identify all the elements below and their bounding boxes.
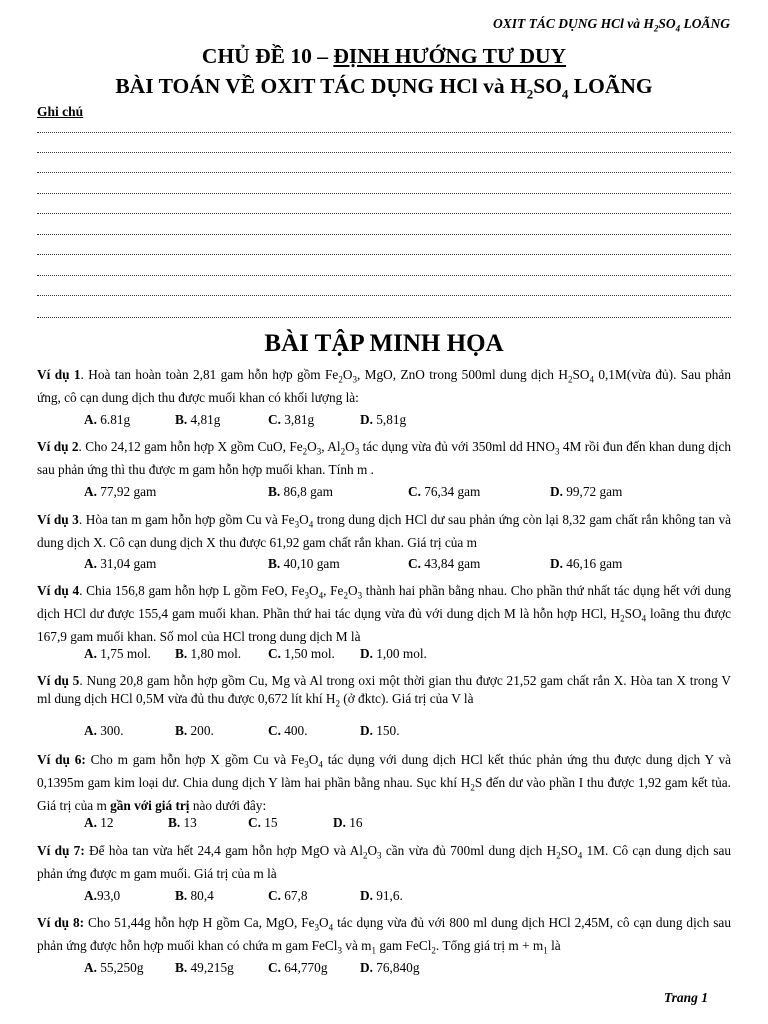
question-8: Ví dụ 8: Cho 51,44g hỗn hợp H gồm Ca, MgO, $Fe_3O_4$ tác dụng vừa đủ với 800 ml dung dịch HCl 2,45M, cô cạn dung dịch sau phản ứng được hỗn hợp muối khan có chứa m gam FeCl$_3$ và $m_1$ gam FeCl$_2$. Tổng giá trị $m + m_1$ là xyxy=(37,915,731,956)
answer-options xyxy=(84,723,744,741)
running-header: OXIT TÁC DỤNG HCl và $H_2SO_4$ LOÃNG xyxy=(492,16,730,34)
answer-options xyxy=(84,484,744,502)
option-a[interactable]: A. 31,04 gam xyxy=(84,556,157,571)
answer-options xyxy=(84,412,744,430)
option-a[interactable]: A. 55,250g xyxy=(84,960,144,975)
note-line xyxy=(37,295,731,296)
answer-options xyxy=(84,815,744,833)
option-b[interactable]: B. 86,8 gam xyxy=(268,484,334,499)
option-c[interactable]: C. 67,8 xyxy=(268,888,308,903)
note-line xyxy=(37,172,731,173)
option-b[interactable]: B. 4,81g xyxy=(175,412,221,427)
note-line xyxy=(37,193,731,194)
option-d[interactable]: D. 5,81g xyxy=(360,412,407,427)
option-c[interactable]: C. 400. xyxy=(268,723,308,738)
answer-options xyxy=(84,646,744,664)
lesson-title: BÀI TOÁN VỀ OXIT TÁC DỤNG HCl và $H_2SO_4$ LOÃNG xyxy=(115,74,653,102)
option-d[interactable]: D. 16 xyxy=(333,815,363,830)
option-a[interactable]: A. 300. xyxy=(84,723,124,738)
option-b[interactable]: B. 13 xyxy=(168,815,197,830)
note-line xyxy=(37,275,731,276)
section-title: BÀI TẬP MINH HỌA xyxy=(264,330,504,357)
option-d[interactable]: D. 46,16 gam xyxy=(550,556,623,571)
option-c[interactable]: C. 43,84 gam xyxy=(408,556,481,571)
page-number: Trang 1 xyxy=(663,990,708,1005)
answer-options xyxy=(84,556,744,574)
option-a[interactable]: A.93,0 xyxy=(84,888,121,903)
answer-options xyxy=(84,888,744,906)
note-line xyxy=(37,234,731,235)
option-d[interactable]: D. 76,840g xyxy=(360,960,420,975)
topic-title: CHỦ ĐỀ 10 – ĐỊNH HƯỚNG TƯ DUY xyxy=(201,44,567,68)
notes-label: Ghi chú xyxy=(37,104,84,119)
option-c[interactable]: C. 64,770g xyxy=(268,960,328,975)
option-a[interactable]: A. 12 xyxy=(84,815,114,830)
option-a[interactable]: A. 1,75 mol. xyxy=(84,646,151,661)
answer-options xyxy=(84,960,744,978)
question-1: Ví dụ 1. Hoà tan hoàn toàn 2,81 gam hỗn hợp gồm $Fe_2O_3$, MgO, ZnO trong 500ml dung dịch $H_2SO_4$ 0,1M(vừa đủ). Sau phản ứng, cô cạn dung dịch thu được muối khan có khối lượng là: xyxy=(37,367,731,406)
option-a[interactable]: A. 77,92 gam xyxy=(84,484,157,499)
option-c[interactable]: C. 15 xyxy=(248,815,278,830)
option-d[interactable]: D. 99,72 gam xyxy=(550,484,623,499)
note-line xyxy=(37,152,731,153)
option-b[interactable]: B. 49,215g xyxy=(175,960,234,975)
question-3: Ví dụ 3. Hòa tan m gam hỗn hợp gồm Cu và $Fe_3O_4$ trong dung dịch HCl dư sau phản ứng còn lại 8,32 gam chất rắn không tan và dung dịch X. Cô cạn dung dịch X thu được 61,92 gam chất rắn khan. Giá trị của m xyxy=(37,512,731,551)
option-b[interactable]: B. 200. xyxy=(175,723,214,738)
question-7: Ví dụ 7: Để hòa tan vừa hết 24,4 gam hỗn hợp MgO và $Al_2O_3$ cần vừa đủ 700ml dung dịch $H_2SO_4$ 1M. Cô cạn dung dịch sau phản ứng được m gam muối. Giá trị của m là xyxy=(37,843,731,882)
question-2: Ví dụ 2. Cho 24,12 gam hỗn hợp X gồm CuO, $Fe_2O_3$, $Al_2O_3$ tác dụng vừa đủ với 350ml dd $HNO_3$ 4M rồi đun đến khan dung dịch sau phản ứng thì thu được m gam hỗn hợp muối khan. Tính m . xyxy=(37,439,731,478)
note-line xyxy=(37,213,731,214)
note-line xyxy=(37,254,731,255)
option-d[interactable]: D. 1,00 mol. xyxy=(360,646,427,661)
option-c[interactable]: C. 76,34 gam xyxy=(408,484,481,499)
option-b[interactable]: B. 1,80 mol. xyxy=(175,646,242,661)
question-6: Ví dụ 6: Cho m gam hỗn hợp X gồm Cu và $Fe_3O_4$ tác dụng với dung dịch HCl kết thúc phản ứng thu được dung dịch Y và 0,1395m gam kim loại dư. Chia dung dịch Y làm hai phần bằng nhau. Sục khí $H_2S$ đến dư vào phần I thu được 1,92 gam kết tủa. Giá trị của m gần với giá trị nào dưới đây: xyxy=(37,752,732,814)
note-line xyxy=(37,317,731,318)
option-b[interactable]: B. 80,4 xyxy=(175,888,214,903)
option-c[interactable]: C. 3,81g xyxy=(268,412,315,427)
option-d[interactable]: D. 150. xyxy=(360,723,400,738)
option-b[interactable]: B. 40,10 gam xyxy=(268,556,340,571)
option-d[interactable]: D. 91,6. xyxy=(360,888,403,903)
option-a[interactable]: A. 6.81g xyxy=(84,412,131,427)
note-line xyxy=(37,132,731,133)
option-c[interactable]: C. 1,50 mol. xyxy=(268,646,335,661)
question-4: Ví dụ 4. Chia 156,8 gam hỗn hợp L gồm FeO, $Fe_3O_4$, $Fe_2O_3$ thành hai phần bằng nhau. Cho phần thứ nhất tác dụng hết với dung dịch HCl dư được 155,4 gam muối khan. Phần thứ hai tác dụng vừa đủ với dung dịch M là hỗn hợp HCl, $H_2SO_4$ loãng thu được 167,9 gam muối khan. Số mol của HCl trong dung dịch M là xyxy=(37,583,732,645)
question-5: Ví dụ 5. Nung 20,8 gam hỗn hợp gồm Cu, Mg và Al trong oxi một thời gian thu được 21,52 gam chất rắn X. Hòa tan X trong V ml dung dịch HCl 0,5M vừa đủ thu được 0,672 lít khí $H_2$ (ở đktc). Giá trị của V là xyxy=(37,673,732,709)
